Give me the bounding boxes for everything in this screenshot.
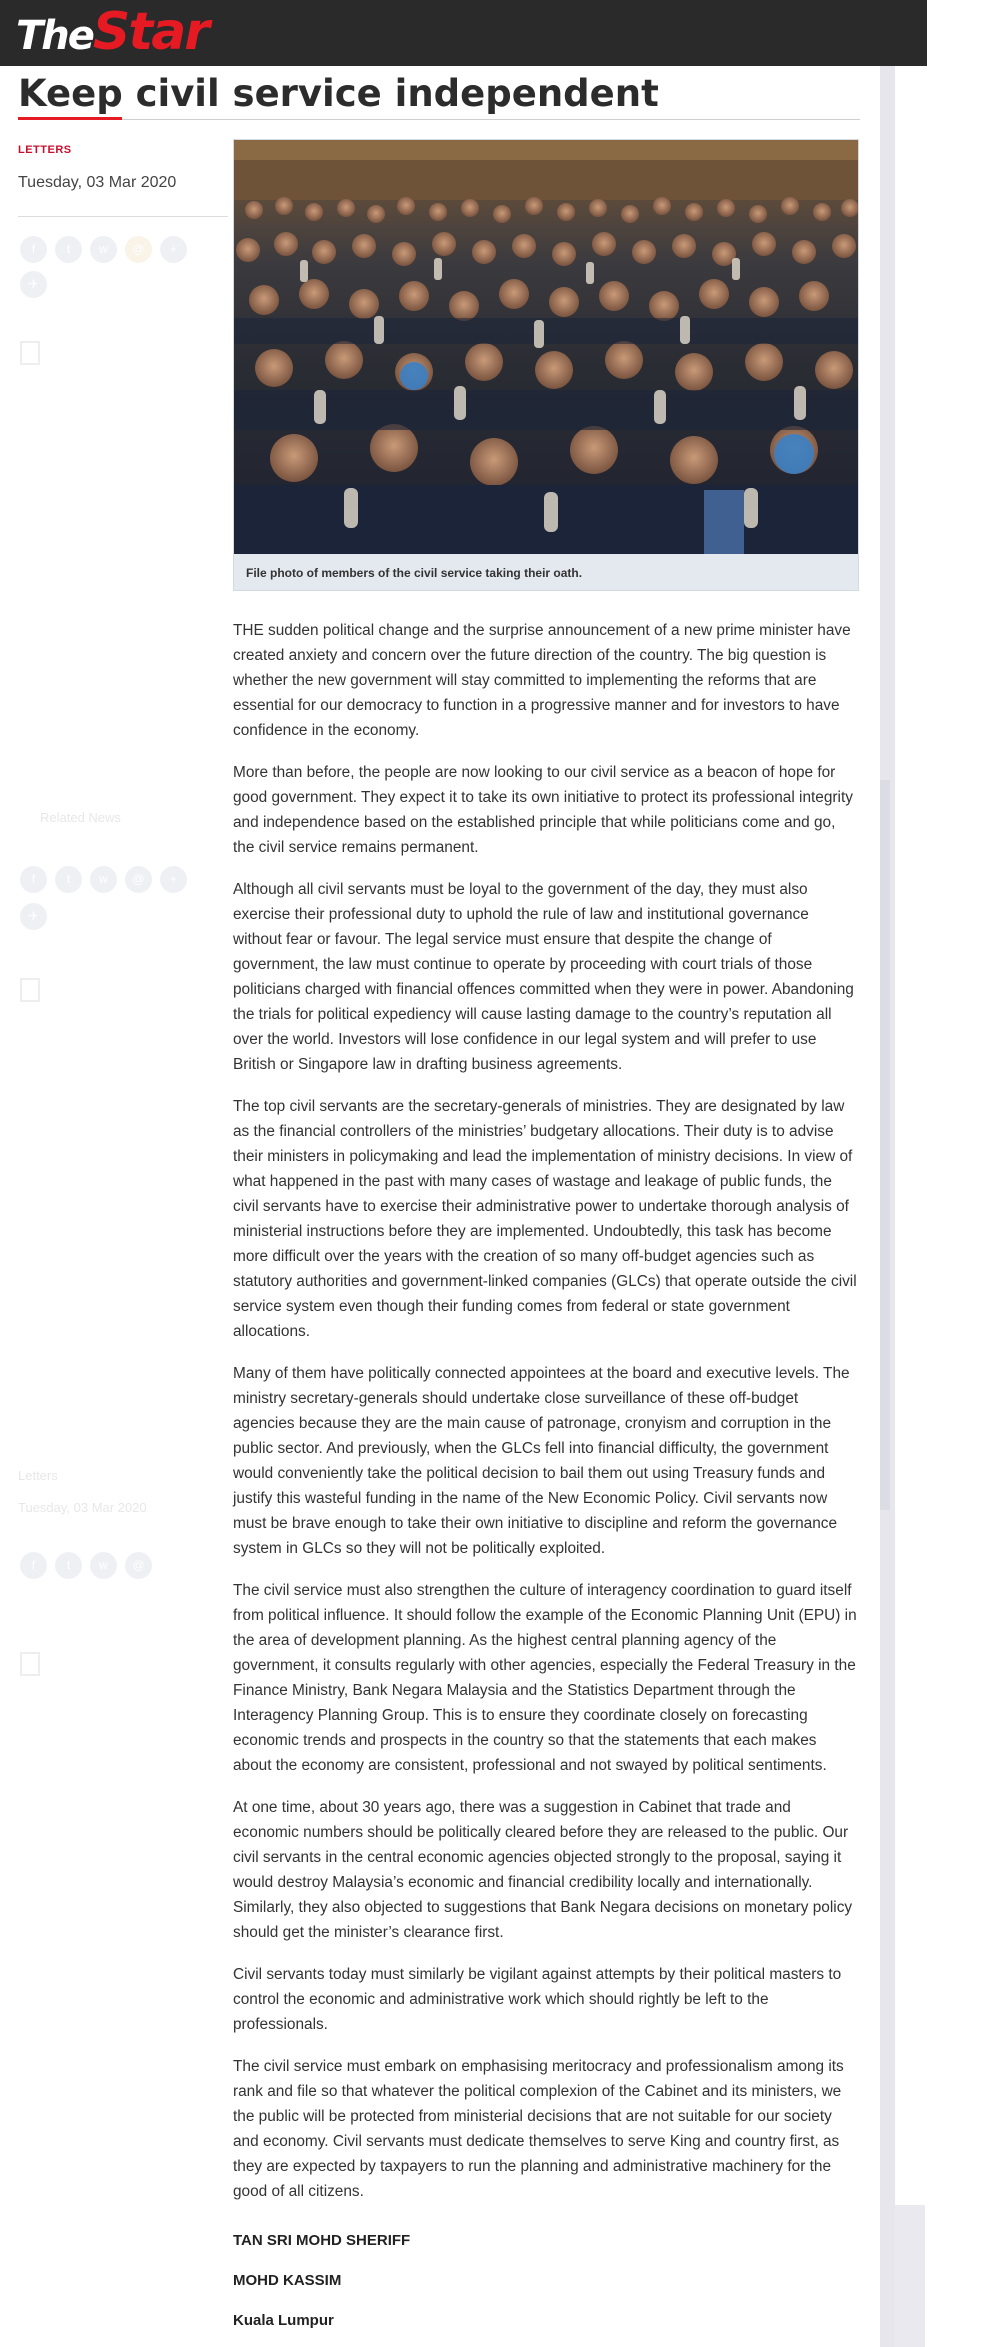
email-icon[interactable]: @: [125, 866, 152, 893]
ghost-related-label: Related News: [40, 810, 121, 825]
article-category[interactable]: LETTERS: [18, 144, 72, 156]
author-name: TAN SRI MOHD SHERIFF: [233, 2232, 411, 2249]
image-caption: File photo of members of the civil service taking their oath.: [246, 566, 583, 580]
crowd-photo-illustration: [234, 140, 858, 554]
telegram-icon[interactable]: ✈: [20, 271, 47, 298]
share-bar: [20, 236, 187, 263]
whatsapp-icon[interactable]: w: [90, 866, 117, 893]
logo-star: Star: [92, 2, 208, 62]
more-icon[interactable]: +: [160, 866, 187, 893]
bookmark-icon[interactable]: [20, 1652, 40, 1676]
title-divider: [18, 119, 860, 120]
twitter-icon[interactable]: t: [55, 866, 82, 893]
share-bar-ghost: [20, 866, 187, 893]
share-bar-ghost-3: [20, 1552, 152, 1579]
bookmark-icon[interactable]: [20, 341, 40, 365]
facebook-icon[interactable]: f: [20, 866, 47, 893]
email-icon[interactable]: @: [125, 236, 152, 263]
paragraph: THE sudden political change and the surprise announcement of a new prime minister have created anxiety and concern over the future direction of the country. The big question is whether the new government will stay committed to implementing the reforms that are essential for our democracy to function in a progressive manner and for investors to have confidence in the economy.: [233, 622, 851, 739]
paragraph: The civil service must also strengthen the culture of interagency coordination to guard itself from political influence. It should follow the example of the Economic Planning Unit (EPU) in the area of development planning. As the highest central planning agency of the government, it consults regularly with other agencies, especially the Federal Treasury in the Finance Ministry, Bank Negara Malaysia and the Statistics Department through the Interagency Planning Group. This is to ensure they coordinate closely on forecasting economic trends and prospects in the country so that the statements that each makes about the economy are consistent, professional and not swayed by political sentiments.: [233, 1582, 857, 1774]
ghost-category: Letters: [18, 1468, 58, 1483]
article-body: [233, 618, 859, 2221]
email-icon[interactable]: @: [125, 1552, 152, 1579]
article-date: Tuesday, 03 Mar 2020: [18, 174, 177, 191]
twitter-icon[interactable]: t: [55, 236, 82, 263]
telegram-icon[interactable]: ✈: [20, 903, 47, 930]
paragraph: Civil servants today must similarly be vigilant against attempts by their political masters to control the economic and administrative work which should rightly be left to the professionals.: [233, 1966, 842, 2033]
article-figure: [233, 139, 859, 591]
twitter-icon[interactable]: t: [55, 1552, 82, 1579]
paragraph: At one time, about 30 years ago, there was a suggestion in Cabinet that trade and economic numbers should be politically cleared before they are released to the public. Our civil servants in the central economic agencies objected strongly to the proposal, saying it would destroy Malaysia’s economic and financial credibility locally and internationally. Similarly, they also objected to suggestions that Bank Negara decisions on monetary policy should get the minister’s clearance first.: [233, 1799, 853, 1941]
right-panel: [895, 2205, 925, 2347]
author-name-2: MOHD KASSIM: [233, 2272, 342, 2289]
facebook-icon[interactable]: f: [20, 1552, 47, 1579]
paragraph: Many of them have politically connected appointees at the board and executive levels. The ministry secretary-generals should undertake close surveillance of these off-budget agencies because they are the main cause of patronage, cronyism and corruption in the public sector. And previously, when the GLCs fell into financial difficulty, the government would conveniently take the political decision to bail them out using Treasury funds and justify this wasteful funding in the name of the New Economic Policy. Civil servants now must be brave enough to take their own initiative to discipline and reform the governance system in GLCs so they will not be politically exploited.: [233, 1365, 850, 1557]
whatsapp-icon[interactable]: w: [90, 1552, 117, 1579]
paragraph: Although all civil servants must be loyal to the government of the day, they must also exercise their professional duty to uphold the rule of law and institutional governance without fear or favour. The legal service must ensure that despite the change of government, the law must continue to operate by proceeding with court trials of those politicians charged with financial offences committed when they were in power. Abandoning the trials for political expediency will cause lasting damage to the country’s reputation all over the world. Investors will lose confidence in our legal system and will prefer to use British or Singapore law in drafting business agreements.: [233, 881, 854, 1073]
facebook-icon[interactable]: f: [20, 236, 47, 263]
paragraph: More than before, the people are now looking to our civil service as a beacon of hope for good government. They expect it to take its own initiative to protect its professional integrity and independence based on the established principle that while politicians come and go, the civil service remains permanent.: [233, 764, 853, 856]
scrollbar-thumb[interactable]: [880, 780, 890, 1510]
article-title: Keep civil service independent: [18, 72, 659, 115]
site-logo[interactable]: [16, 2, 208, 62]
share-bar-ghost-2: [20, 903, 47, 930]
title-accent: [18, 117, 122, 120]
ghost-date: Tuesday, 03 Mar 2020: [18, 1500, 147, 1515]
article-photo[interactable]: [234, 140, 858, 554]
site-header: [0, 0, 927, 66]
meta-divider: [18, 216, 228, 217]
paragraph: The civil service must embark on emphasising meritocracy and professionalism among its rank and file so that whatever the political complexion of the Cabinet and its ministers, we the public will be protected from ministerial decisions that are not suitable for our society and economy. Civil servants must dedicate themselves to serve King and country first, as they are expected by taxpayers to run the planning and administrative machinery for the good of all citizens.: [233, 2058, 844, 2200]
logo-the: The: [16, 13, 93, 59]
share-bar-2: [20, 271, 47, 298]
paragraph: The top civil servants are the secretary-generals of ministries. They are designated by law as the financial controllers of the ministries’ budgetary allocations. Their duty is to advise their ministers in policymaking and lead the implementation of ministry decisions. In view of what happened in the past with many cases of wastage and leakage of public funds, the civil servants have to exercise their administrative power to undertake thorough analysis of ministerial instructions before they are implemented. Undoubtedly, this task has become more difficult over the years with the creation of so many off-budget agencies such as statutory authorities and government-linked companies (GLCs) that operate outside the civil service system even though their funding comes from federal or state government allocations.: [233, 1098, 857, 1340]
more-icon[interactable]: +: [160, 236, 187, 263]
whatsapp-icon[interactable]: w: [90, 236, 117, 263]
bookmark-icon[interactable]: [20, 978, 40, 1002]
author-location: Kuala Lumpur: [233, 2312, 334, 2329]
